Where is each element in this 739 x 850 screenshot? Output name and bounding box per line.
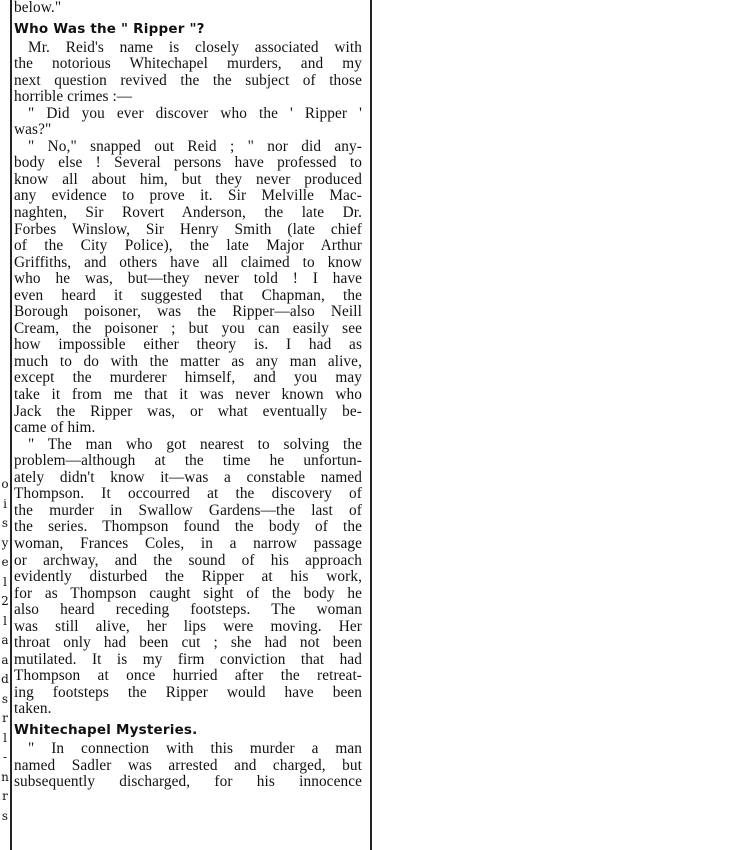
- text-line: who he was, but—they never told ! I have: [14, 271, 362, 288]
- edge-fragment: a: [1, 652, 9, 667]
- text-line: of the City Police), the late Major Arthur: [14, 238, 362, 255]
- text-line: naghten, Sir Rovert Anderson, the late Dr.: [14, 205, 362, 222]
- text-line: the series. Thompson found the body of the: [14, 519, 362, 536]
- text-line: Jack the Ripper was, or what eventually be-: [14, 403, 362, 420]
- text-line: evidently disturbed the Ripper at his work,: [14, 569, 362, 586]
- column-rule-left: [10, 0, 12, 850]
- text-line: was still alive, her lips were moving. Her: [14, 618, 362, 635]
- edge-fragment: l: [3, 730, 7, 745]
- text-line: Griffiths, and others have all claimed to know: [14, 254, 362, 271]
- top-line-fragment: below.": [14, 0, 62, 16]
- text-line: much to do with the matter as any man alive,: [14, 353, 362, 370]
- edge-fragment: l: [3, 574, 7, 589]
- edge-fragment: 2: [1, 594, 9, 608]
- text-line: horrible crimes :—: [14, 89, 133, 106]
- adjacent-column-fragments: [0, 0, 10, 850]
- text-line: came of him.: [14, 420, 96, 437]
- text-line: " The man who got nearest to solving the: [28, 436, 362, 453]
- paragraph-thompson: [14, 437, 362, 718]
- edge-fragment: -: [2, 750, 8, 764]
- text-line: subsequently discharged, for his innocence: [14, 774, 362, 791]
- edge-fragment: s: [1, 516, 9, 530]
- text-line: " No," snapped out Reid ; " nor did any-: [28, 138, 362, 155]
- text-line: Forbes Winslow, Sir Henry Smith (late chief: [14, 221, 362, 238]
- text-line: the murder in Swallow Gardens—the last of: [14, 502, 362, 519]
- text-line: named Sadler was arrested and charged, but: [14, 757, 362, 774]
- text-line: ing footsteps the Ripper would have been: [14, 684, 362, 701]
- paragraph-sadler: [14, 741, 362, 791]
- paragraph-reid-name: [14, 40, 362, 106]
- text-line: the notorious Whitechapel murders, and my: [14, 56, 362, 73]
- text-line: was?": [14, 122, 52, 139]
- text-line: " In connection with this murder a man: [28, 740, 362, 757]
- text-line: take it from me that it was never known who: [14, 387, 362, 404]
- text-line: any evidence to prove it. Sir Melville Mac-: [14, 188, 362, 205]
- section-heading-ripper: Who Was the " Ripper "?: [14, 20, 205, 37]
- paragraph-reid-answer: [14, 139, 362, 437]
- text-line: body else ! Several persons have professed to: [14, 155, 362, 172]
- text-line: taken.: [14, 701, 52, 718]
- text-line: problem—although at the time he unfortun-: [14, 453, 362, 470]
- text-line: mutilated. It is my firm conviction that had: [14, 651, 362, 668]
- edge-fragment: e: [1, 555, 9, 569]
- text-line: know all about him, but they never produced: [14, 171, 362, 188]
- text-line: Borough poisoner, was the Ripper—also Neill: [14, 304, 362, 321]
- text-line: throat only had been cut ; she had not been: [14, 635, 362, 652]
- paragraph-question: [14, 106, 362, 139]
- text-line: woman, Frances Coles, in a narrow passage: [14, 535, 362, 552]
- text-line: Thompson. It occourred at the discovery of: [14, 486, 362, 503]
- text-line: except the murderer himself, and you may: [14, 370, 362, 387]
- text-line: next question revived the the subject of those: [14, 72, 362, 89]
- text-line: " Did you ever discover who the ' Ripper ': [28, 105, 362, 122]
- edge-fragment: s: [1, 808, 9, 823]
- text-line: ately didn't know it—was a constable named: [14, 469, 362, 486]
- text-line: Cream, the poisoner ; but you can easily see: [14, 320, 362, 337]
- text-line: Thompson at once hurried after the retreat-: [14, 668, 362, 685]
- column-rule-right: [370, 0, 372, 850]
- text-line: also heard receding footsteps. The woman: [14, 602, 362, 619]
- edge-fragment: l: [3, 613, 7, 628]
- text-line: even heard it suggested that Chapman, the: [14, 287, 362, 304]
- edge-fragment: y: [1, 535, 9, 550]
- section-heading-mysteries: Whitechapel Mysteries.: [14, 721, 198, 738]
- edge-fragment: a: [1, 633, 9, 647]
- text-line: or archway, and the sound of his approach: [14, 552, 362, 569]
- edge-fragment: i: [3, 496, 7, 511]
- edge-fragment: r: [2, 711, 8, 725]
- text-line: how impossible either theory is. I had as: [14, 337, 362, 354]
- edge-fragment: d: [1, 672, 9, 686]
- text-line: Mr. Reid's name is closely associated with: [28, 39, 362, 56]
- edge-fragment: n: [1, 769, 9, 784]
- edge-fragment: r: [2, 789, 8, 803]
- edge-fragment: o: [1, 477, 9, 491]
- article-column: [14, 0, 362, 791]
- text-line: for as Thompson caught sight of the body he: [14, 585, 362, 602]
- edge-fragment: s: [1, 691, 9, 706]
